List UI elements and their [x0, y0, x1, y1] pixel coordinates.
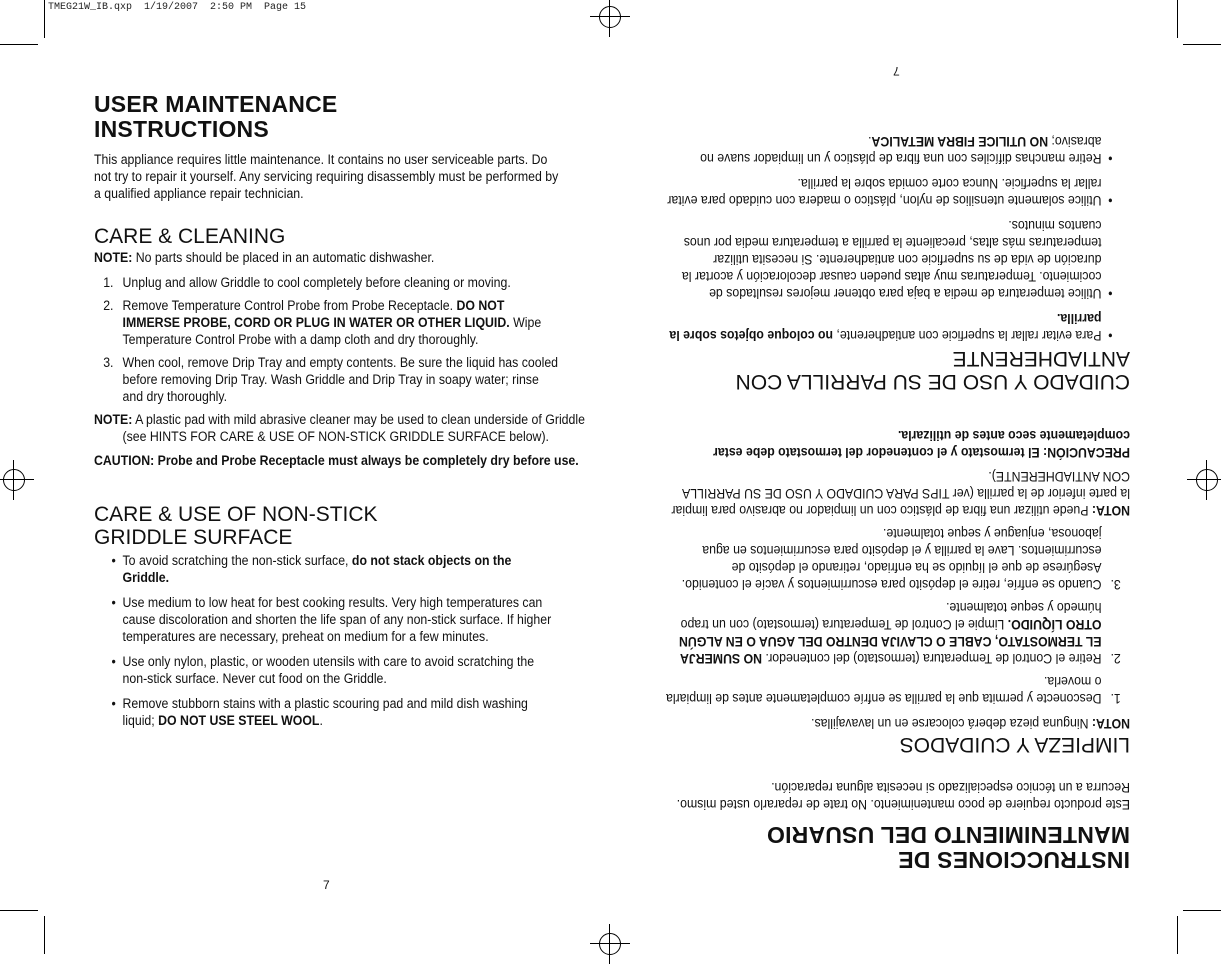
tip-text: Para evitar rallar la superficie con antiadherente,	[833, 328, 1102, 343]
list-item	[94, 297, 560, 348]
list-item	[94, 552, 560, 586]
spanish-page-upside-down	[654, 124, 1130, 872]
bullet: •	[1108, 328, 1113, 343]
step-warning: DO NOT IMMERSE PROBE, CORD OR PLUG IN WATER OR OTHER LIQUID.	[122, 298, 510, 330]
list-item	[664, 525, 1130, 593]
list-item	[94, 354, 560, 405]
list-item	[94, 653, 560, 687]
step-text: Retire el Control de Temperatura (termostato) del contenedor.	[762, 651, 1102, 666]
crop-mark	[1177, 0, 1178, 38]
list-item	[664, 310, 1130, 344]
page-title	[654, 822, 1130, 872]
title-line: INSTRUCTIONS	[94, 116, 269, 142]
registration-mark-bottom	[590, 924, 630, 964]
tip-emphasis: NO UTILICE FIBRA METALICA	[871, 134, 1049, 149]
caution-paragraph	[664, 427, 1130, 461]
list-item	[664, 599, 1130, 667]
step-number: 3.	[103, 355, 114, 370]
tip-text: To avoid scratching the non-stick surface,	[122, 553, 352, 568]
step-number: 2.	[1110, 651, 1121, 666]
bullet: •	[1108, 151, 1113, 166]
note-dishwasher	[94, 249, 560, 266]
caution-paragraph	[94, 452, 589, 469]
tip-text: .	[868, 134, 872, 149]
note-plastic-pad	[664, 468, 1130, 519]
list-item	[94, 594, 560, 645]
step-text: Desconecte y permita que la parrilla se enfríe completamente antes de limpiarla o moverla.	[665, 674, 1102, 706]
crop-mark	[1177, 916, 1178, 954]
step-text: Remove Temperature Control Probe from Probe Receptacle.	[122, 298, 457, 313]
step-number: 1.	[1110, 691, 1121, 706]
caution-text: CAUTION: Probe and Probe Receptacle must always be completely dry before use.	[94, 453, 579, 468]
file-slug: TMEG21W_IB.qxp 1/19/2007 2:50 PM Page 15	[48, 2, 307, 13]
care-cleaning-heading: CARE & CLEANING	[94, 225, 286, 248]
crop-mark	[1183, 44, 1221, 45]
care-cleaning-heading: LIMPIEZA Y CUIDADOS	[899, 733, 1130, 756]
registration-mark-right	[1187, 460, 1221, 500]
note-text: A plastic pad with mild abrasive cleaner may be used to clean underside of Griddle (see HINTS FOR CARE & USE OF NON-STICK GRIDDLE SURFACE below).	[122, 412, 585, 444]
tip-text: Retire manchas difíciles con una fibra de plástico y un limpiador suave no abrasivo;	[700, 134, 1102, 166]
registration-mark-top	[590, 0, 630, 37]
note-text: Puede utilizar una fibra de plástico con un limpiador no abrasivo para limpiar la parte inferior de la parrilla (ver TIPS PARA CUIDADO Y USO DE SU PARRILLA CON ANTIADHERENTE).	[671, 469, 1130, 518]
note-plastic-pad	[94, 411, 589, 445]
page-number: 7	[893, 64, 900, 78]
note-label: NOTE:	[94, 250, 133, 265]
note-dishwasher	[664, 715, 1130, 732]
title-line: USER MAINTENANCE	[94, 91, 338, 117]
list-item	[664, 217, 1130, 302]
crop-mark	[1183, 910, 1221, 911]
tip-emphasis: DO NOT USE STEEL WOOL	[158, 713, 320, 728]
list-item	[664, 175, 1130, 209]
step-text: Cuando se enfríe, retire el depósito para escurrimientos y vacíe el contenido. Asegúrese de que el líquido se ha enfriado, retirando el depósito de escurrimientos. Lave la parrilla y el depósito para escurrimientos en agua jabonosa, enjuague y seque totalmente.	[681, 526, 1102, 592]
heading-line: GRIDDLE SURFACE	[94, 526, 293, 549]
tip-text: Use only nylon, plastic, or wooden utensils with care to avoid scratching the non-stick surface. Never cut food on the Griddle.	[122, 654, 535, 686]
heading-line: ANTIADHERENTE	[952, 347, 1130, 370]
cleaning-steps	[664, 525, 1130, 707]
page-title	[94, 92, 560, 142]
list-item	[664, 673, 1130, 707]
tip-emphasis: do not stack objects on the Griddle.	[122, 553, 512, 585]
bullet: •	[111, 696, 116, 711]
tip-text: Use medium to low heat for best cooking results. Very high temperatures can cause discoloration and shorten the life span of any non-stick surface. If higher temperatures are necessary, preheat on medium for a few minutes.	[122, 595, 552, 644]
note-text: No parts should be placed in an automatic dishwasher.	[132, 250, 435, 265]
crop-mark	[0, 44, 38, 45]
intro-paragraph: Este producto requiere de poco mantenimiento. No trate de repararlo usted mismo. Recurra a un técnico especializado si necesita alguna reparación.	[676, 780, 1130, 812]
heading-line: CARE & USE OF NON-STICK	[94, 503, 378, 526]
note-label: NOTE:	[94, 412, 133, 427]
nonstick-tips	[94, 552, 560, 729]
note-text: Ninguna pieza deberá colocarse en un lavavajillas.	[811, 716, 1092, 731]
nonstick-heading	[94, 503, 560, 549]
list-item	[664, 133, 1130, 167]
nonstick-heading	[654, 347, 1130, 393]
bullet: •	[111, 595, 116, 610]
nonstick-tips	[664, 133, 1130, 344]
title-line: MANTENIMIENTO DEL USUARIO	[766, 822, 1130, 848]
heading-line: CUIDADO Y USO DE SU PARRILLA CON	[735, 370, 1130, 393]
caution-text: PRECAUCIÓN: El termostato y el contenedor del termostato debe estar completamente seco antes de utilizarla.	[713, 428, 1130, 460]
crop-mark	[44, 0, 45, 38]
step-number: 1.	[103, 275, 114, 290]
bullet: •	[1108, 286, 1113, 301]
tip-text: Remove stubborn stains with a plastic scouring pad and mild dish washing liquid;	[122, 696, 528, 728]
bullet: •	[111, 654, 116, 669]
bullet: •	[1108, 193, 1113, 208]
list-item	[94, 274, 560, 291]
crop-mark	[44, 916, 45, 954]
step-number: 3.	[1110, 577, 1121, 592]
crop-mark	[0, 910, 38, 911]
step-text: When cool, remove Drip Tray and empty contents. Be sure the liquid has cooled before removing Drip Tray. Wash Griddle and Drip Tray in soapy water; rinse and dry thoroughly.	[122, 355, 559, 404]
step-number: 2.	[103, 298, 114, 313]
note-label: NOTA:	[1091, 716, 1130, 731]
note-label: NOTA:	[1091, 503, 1130, 518]
page-number: 7	[323, 878, 330, 892]
step-warning: NO SUMERJA EL TERMOSTATO, CABLE O CLAVIJA DENTRO DEL AGUA O EN ALGÚN OTRO LÍQUIDO.	[678, 617, 1102, 666]
step-text: Wipe Temperature Control Probe with a damp cloth and dry thoroughly.	[122, 315, 542, 347]
step-text: Unplug and allow Griddle to cool completely before cleaning or moving.	[122, 275, 511, 290]
registration-mark-left	[0, 460, 34, 500]
cleaning-steps	[94, 274, 560, 405]
title-line: INSTRUCCIONES DE	[898, 847, 1130, 873]
english-page	[94, 91, 585, 737]
step-text: Limpie el Control de Temperatura (termostato) con un trapo húmedo y seque totalmente.	[680, 600, 1102, 632]
tip-text: Utilice solamente utensilios de nylon, plástico o madera con cuidado para evitar rallar la superficie. Nunca corte comida sobre la parrilla.	[667, 176, 1102, 208]
tip-text: Utilice temperatura de media a baja para obtener mejores resultados de cocimiento. Temperaturas muy altas pueden causar decoloración y acortar la duración de vida de su superficie con antiadherente. Si necesita utilizar temperaturas más altas, precaliente la parrilla a temperatura media por unos cuantos minutos.	[681, 218, 1102, 301]
bullet: •	[111, 553, 116, 568]
tip-emphasis: no coloque objetos sobre la parrilla.	[669, 311, 1102, 343]
intro-paragraph: This appliance requires little maintenance. It contains no user serviceable parts. Do not try to repair it yourself. Any servicing requiring disassembly must be performed by a qualified appliance repair technician.	[94, 152, 559, 201]
tip-text: .	[319, 713, 323, 728]
list-item	[94, 695, 560, 729]
